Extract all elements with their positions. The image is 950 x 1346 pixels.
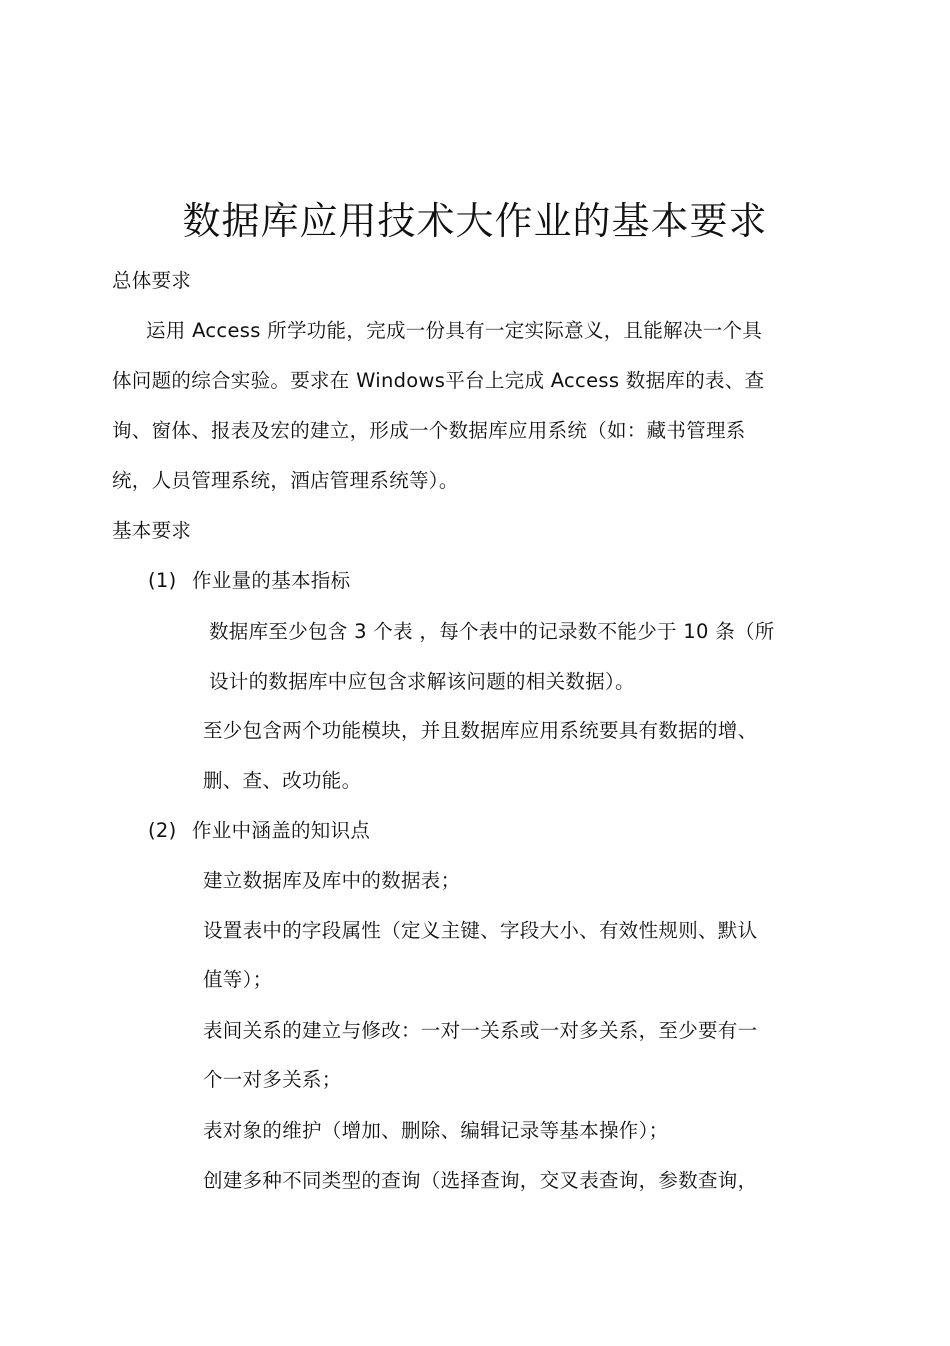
overall-paragraph-line-1: 运用 Access 所学功能，完成一份具有一定实际意义，且能解决一个具 [146,319,763,342]
section2-item-line-6: 表对象的维护（增加、删除、编辑记录等基本操作）； [203,1119,669,1142]
section1-heading: 作业量的基本指标 [192,569,351,592]
section1-item1-line-2: 设计的数据库中应包含求解该问题的相关数据）。 [209,670,635,693]
section1-item1-line-1: 数据库至少包含 3 个表 ，每个表中的记录数不能少于 10 条（所 [209,620,775,643]
section1-item2-line-1: 至少包含两个功能模块，并且数据库应用系统要具有数据的增、 [203,719,758,742]
section2-item-line-7: 创建多种不同类型的查询（选择查询，交叉表查询，参数查询， [203,1169,758,1192]
overall-heading: 总体要求 [112,269,192,292]
overall-paragraph-line-3: 询、窗体、报表及宏的建立，形成一个数据库应用系统（如：藏书管理系 [112,419,746,442]
section1-number: (1) [148,569,177,592]
section2-item-line-1: 建立数据库及库中的数据表； [203,869,461,892]
section2-heading: 作业中涵盖的知识点 [192,819,371,842]
section2-item-line-2: 设置表中的字段属性（定义主键、字段大小、有效性规则、默认 [203,919,758,942]
basic-heading: 基本要求 [112,519,192,542]
document-title: 数据库应用技术大作业的基本要求 [182,199,768,243]
section1-item2-line-2: 删、查、改功能。 [203,769,362,792]
section2-item-line-5: 个一对多关系； [203,1068,342,1091]
section2-item-line-3: 值等）； [203,968,273,991]
overall-paragraph-line-4: 统，人员管理系统，酒店管理系统等）。 [112,469,459,492]
section2-number: (2) [148,819,177,842]
overall-paragraph-line-2: 体问题的综合实验。要求在 Windows平台上完成 Access 数据库的表、查 [112,369,765,392]
section2-item-line-4: 表间关系的建立与修改：一对一关系或一对多关系，至少要有一 [203,1019,758,1042]
